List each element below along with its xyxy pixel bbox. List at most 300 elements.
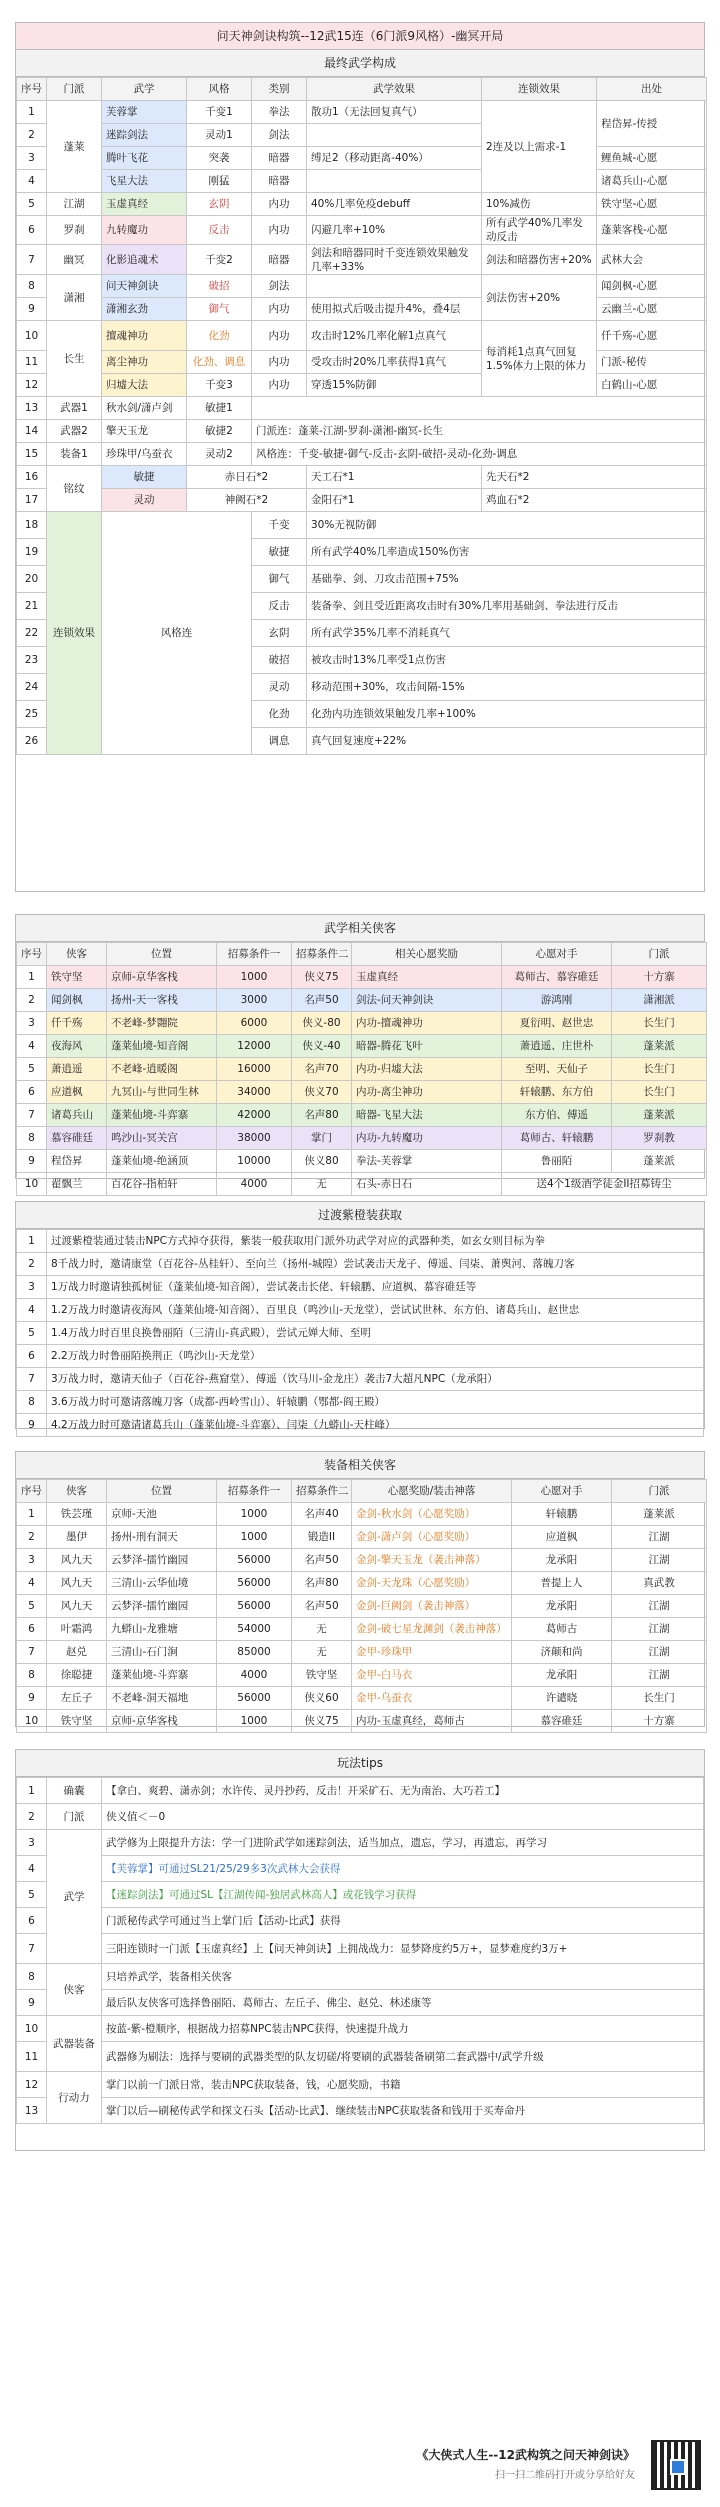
build-row [17, 298, 707, 321]
gear-sect: 十方寨 [612, 1710, 707, 1733]
build-trigram-row [17, 489, 707, 512]
tips-text: 掌门以前一门派日常，装击NPC获取装备，钱，心愿奖励，书籍 [102, 2072, 704, 2098]
npc-gear-row [17, 1710, 707, 1733]
build-chain-row [17, 512, 707, 539]
tips-category: 侠客 [47, 1964, 102, 2016]
gear-condition-1: 1000 [217, 1503, 292, 1526]
npc-skills-header-cell: 相关心愿奖励 [352, 943, 502, 966]
build-skill: 化影追魂术 [102, 245, 187, 275]
build-skill: 玉虚真经 [102, 193, 187, 216]
npc-row-number: 2 [17, 989, 47, 1012]
build-row-number: 10 [17, 321, 47, 351]
build-chain-style: 破招 [252, 647, 307, 674]
npc-sect: 长生门 [612, 1012, 707, 1035]
npc-condition-2: 侠义-40 [292, 1035, 352, 1058]
build-sect: 幽冥 [47, 245, 102, 275]
build-chain-style: 御气 [252, 566, 307, 593]
tips-text: 只培养武学，装备相关侠客 [102, 1964, 704, 1990]
npc-name: 诸葛兵山 [47, 1104, 107, 1127]
npc-reward: 拳法-芙蓉掌 [352, 1150, 502, 1173]
page [15, 0, 705, 2481]
build-effect [307, 275, 482, 298]
build-row-number: 1 [17, 101, 47, 124]
npc-skills-title: 武学相关侠客 [16, 915, 704, 942]
transfer-title: 过渡紫橙装获取 [16, 1202, 704, 1229]
npc-rival: 东方伯、傅遥 [502, 1104, 612, 1127]
gear-condition-1: 56000 [217, 1595, 292, 1618]
build-row [17, 321, 707, 351]
transfer-row [17, 1299, 704, 1322]
gear-row-number: 3 [17, 1549, 47, 1572]
npc-gear-header-cell: 序号 [17, 1480, 47, 1503]
footer [15, 2440, 705, 2490]
npc-condition-1: 12000 [217, 1035, 292, 1058]
gear-reward: 金剑-潇卢剑（心愿奖励） [352, 1526, 512, 1549]
build-category: 内功 [252, 298, 307, 321]
transfer-row [17, 1253, 704, 1276]
build-extra-label: 装备1 [47, 443, 102, 466]
build-category: 暗器 [252, 245, 307, 275]
build-sect: 罗刹 [47, 216, 102, 245]
tips-text: 武学修为上限提升方法：学一门进阶武学如迷踪剑法，适当加点，遗忘，学习，再遗忘，再学习 [102, 1830, 704, 1856]
npc-sect: 长生门 [612, 1058, 707, 1081]
build-row-number: 6 [17, 216, 47, 245]
npc-name: 仟千殇 [47, 1012, 107, 1035]
npc-rival: 夏衍明、赵世忠 [502, 1012, 612, 1035]
npc-sect: 蓬莱派 [612, 1035, 707, 1058]
tips-row [17, 1882, 704, 1908]
build-row-number: 3 [17, 147, 47, 170]
tips-category: 武器装备 [47, 2016, 102, 2072]
transfer-row-number: 9 [17, 1414, 47, 1437]
gear-rival: 济颠和尚 [512, 1641, 612, 1664]
gear-rival: 应道枫 [512, 1526, 612, 1549]
npc-gear-table [16, 1479, 707, 1733]
tips-row-number: 2 [17, 1804, 47, 1830]
tips-row [17, 1856, 704, 1882]
gear-reward: 金剑-秋水剑（心愿奖励） [352, 1503, 512, 1526]
npc-condition-2: 侠义70 [292, 1081, 352, 1104]
build-category: 暗器 [252, 147, 307, 170]
tips-text: 【迷踪剑法】可通过SL【江湖传闻-独居武林高人】或花钱学习获得 [102, 1882, 704, 1908]
gear-condition-1: 1000 [217, 1526, 292, 1549]
npc-row-number: 7 [17, 1104, 47, 1127]
build-chain-effect: 被攻击时13%几率受1点伤害 [307, 647, 707, 674]
build-extra-note [252, 397, 707, 420]
tips-category: 行动力 [47, 2072, 102, 2124]
npc-skills-header-cell: 招募条件一 [217, 943, 292, 966]
build-style: 破招 [187, 275, 252, 298]
tips-row [17, 2072, 704, 2098]
build-chain: 2连及以上需求-1 [482, 101, 597, 193]
gear-location: 三清山-云华仙境 [107, 1572, 217, 1595]
gear-npc-name: 风九天 [47, 1572, 107, 1595]
build-chain-style-label: 风格连 [102, 512, 252, 755]
build-style: 化劲 [187, 321, 252, 351]
gear-condition-2: 无 [292, 1618, 352, 1641]
build-chain-style: 千变 [252, 512, 307, 539]
build-category: 内功 [252, 374, 307, 397]
build-row-number: 7 [17, 245, 47, 275]
build-source: 门派-秘传 [597, 351, 707, 374]
build-source: 闻剑枫-心愿 [597, 275, 707, 298]
npc-sect: 蓬莱派 [612, 1104, 707, 1127]
npc-skills-row [17, 966, 707, 989]
npc-condition-1: 6000 [217, 1012, 292, 1035]
build-source: 程岱昇-传授 [597, 101, 707, 147]
npc-reward: 内功-擅魂神功 [352, 1012, 502, 1035]
npc-location: 蓬莱仙境-知音阁 [107, 1035, 217, 1058]
tips-row [17, 1908, 704, 1934]
build-category: 内功 [252, 351, 307, 374]
build-style: 灵动1 [187, 124, 252, 147]
gear-location: 九蟒山-龙雅塘 [107, 1618, 217, 1641]
tips-row-number: 6 [17, 1908, 47, 1934]
build-skill: 迷踪剑法 [102, 124, 187, 147]
npc-sect: 蓬莱派 [612, 1150, 707, 1173]
build-skill: 离尘神功 [102, 351, 187, 374]
gear-condition-2: 名声50 [292, 1595, 352, 1618]
tips-row-number: 5 [17, 1882, 47, 1908]
npc-name: 闻剑枫 [47, 989, 107, 1012]
build-row [17, 374, 707, 397]
gear-reward: 内功-玉虚真经，葛师古 [352, 1710, 512, 1733]
build-effect: 缚足2（移动距离-40%） [307, 147, 482, 170]
build-extra-row [17, 443, 707, 466]
npc-skills-header-cell: 心愿对手 [502, 943, 612, 966]
tips-row [17, 1830, 704, 1856]
build-effect: 攻击时12%几率化解1点真气 [307, 321, 482, 351]
build-category: 内功 [252, 216, 307, 245]
build-style: 千变1 [187, 101, 252, 124]
transfer-row [17, 1230, 704, 1253]
npc-gear-header-cell: 招募条件二 [292, 1480, 352, 1503]
build-header-cell: 连锁效果 [482, 78, 597, 101]
npc-skills-row [17, 1104, 707, 1127]
tips-text: 门派秘传武学可通过当上掌门后【活动-比武】获得 [102, 1908, 704, 1934]
gear-condition-2: 名声40 [292, 1503, 352, 1526]
build-extra-label: 武器2 [47, 420, 102, 443]
build-chain: 剑法和暗器伤害+20% [482, 245, 597, 275]
npc-location: 蓬莱仙境-斗弈寨 [107, 1104, 217, 1127]
build-extra-style: 敏捷2 [187, 420, 252, 443]
npc-location: 蓬莱仙境-绝涵顶 [107, 1150, 217, 1173]
transfer-text: 4.2万战力时可邀请诸葛兵山（蓬莱仙境-斗弈寨）、闫柒（九蟒山-天柱峰） [47, 1414, 704, 1437]
npc-row-number: 6 [17, 1081, 47, 1104]
tips-text: 按蓝-紫-橙顺序，根据战力招募NPC装击NPC获得，快速提升战力 [102, 2016, 704, 2042]
gear-sect: 江湖 [612, 1526, 707, 1549]
build-style: 千变3 [187, 374, 252, 397]
npc-condition-1: 10000 [217, 1150, 292, 1173]
gear-sect: 长生门 [612, 1687, 707, 1710]
gear-npc-name: 风九天 [47, 1595, 107, 1618]
build-category: 暗器 [252, 170, 307, 193]
npc-rival: 萧逍遥、庄世朴 [502, 1035, 612, 1058]
npc-rival: 轩辕鹏、东方伯 [502, 1081, 612, 1104]
transfer-row-number: 3 [17, 1276, 47, 1299]
build-sect: 江湖 [47, 193, 102, 216]
build-source: 武林大会 [597, 245, 707, 275]
gear-reward: 金甲-白马衣 [352, 1664, 512, 1687]
build-trigram-name: 敏捷 [102, 466, 187, 489]
build-skill: 擅魂神功 [102, 321, 187, 351]
npc-location: 京师-京华客栈 [107, 966, 217, 989]
build-row-number: 12 [17, 374, 47, 397]
build-source: 云幽兰-心愿 [597, 298, 707, 321]
build-row-number: 11 [17, 351, 47, 374]
build-row-number: 18 [17, 512, 47, 539]
build-trigram-label: 铭纹 [47, 466, 102, 512]
build-row-number: 16 [17, 466, 47, 489]
gear-sect: 江湖 [612, 1595, 707, 1618]
build-chain: 每消耗1点真气回复1.5%体力上限的体力 [482, 321, 597, 397]
tips-row [17, 1804, 704, 1830]
build-chain-effect: 基础拳、剑、刀攻击范围+75% [307, 566, 707, 593]
build-row-number: 15 [17, 443, 47, 466]
npc-skills-table [16, 942, 707, 1196]
npc-condition-2: 名声70 [292, 1058, 352, 1081]
build-row-number: 4 [17, 170, 47, 193]
build-skill: 腾叶飞花 [102, 147, 187, 170]
gear-row-number: 4 [17, 1572, 47, 1595]
build-category: 剑法 [252, 275, 307, 298]
gear-rival: 轩辕鹏 [512, 1503, 612, 1526]
tips-row-number: 7 [17, 1934, 47, 1964]
transfer-text: 3万战力时，邀请天仙子（百花谷-燕窟堂）、傅遥（饮马川-金龙庄）袭击7大超凡NPC（龙承阳） [47, 1368, 704, 1391]
gear-condition-2: 无 [292, 1641, 352, 1664]
build-style: 刚猛 [187, 170, 252, 193]
tips-row-number: 10 [17, 2016, 47, 2042]
transfer-row-number: 4 [17, 1299, 47, 1322]
tips-row-number: 1 [17, 1778, 47, 1804]
transfer-text: 8千战力时，邀请康堂（百花谷-丛桂轩）、至向兰（扬州-城隍）尝试袭击天龙子、傅遥、闫柒、萧舆河、落魄刀客 [47, 1253, 704, 1276]
build-category: 剑法 [252, 124, 307, 147]
npc-row-number: 4 [17, 1035, 47, 1058]
gear-condition-2: 锻造II [292, 1526, 352, 1549]
npc-name: 铁守坚 [47, 966, 107, 989]
npc-name: 应道枫 [47, 1081, 107, 1104]
build-extra-style: 敏捷1 [187, 397, 252, 420]
build-header-cell: 武学 [102, 78, 187, 101]
npc-condition-2: 名声80 [292, 1104, 352, 1127]
gear-rival: 龙承阳 [512, 1664, 612, 1687]
tips-row [17, 2098, 704, 2124]
npc-gear-header-cell: 门派 [612, 1480, 707, 1503]
npc-skills-row [17, 1058, 707, 1081]
transfer-text: 过渡紫橙装通过装击NPC方式掉夺获得，紫装一般获取用门派外功武学对应的武器种类，如玄女则目标为拳 [47, 1230, 704, 1253]
gear-reward: 金剑-破七星龙渊剑（袭击神落） [352, 1618, 512, 1641]
npc-row-number: 3 [17, 1012, 47, 1035]
npc-rival: 葛师古、慕容碓廷 [502, 966, 612, 989]
build-row-number: 17 [17, 489, 47, 512]
tips-text: 三阳连锁时一门派【玉虚真经】上【问天神剑诀】上拥战战力：显梦降度约5万+，显梦难度约3万+ [102, 1934, 704, 1964]
npc-sect: 长生门 [612, 1081, 707, 1104]
npc-condition-2: 无 [292, 1173, 352, 1196]
build-style: 化劲、调息 [187, 351, 252, 374]
build-chain-style: 反击 [252, 593, 307, 620]
build-chain-style: 玄阴 [252, 620, 307, 647]
build-effect: 40%几率免疫debuff [307, 193, 482, 216]
npc-reward: 剑法-问天神剑诀 [352, 989, 502, 1012]
npc-gear-header-cell: 心愿对手 [512, 1480, 612, 1503]
build-trigram-a: 赤日石*2 [187, 466, 307, 489]
build-effect: 穿透15%防御 [307, 374, 482, 397]
build-trigram-name: 灵动 [102, 489, 187, 512]
gear-row-number: 8 [17, 1664, 47, 1687]
npc-location: 扬州-天一客栈 [107, 989, 217, 1012]
npc-sect: 潇湘派 [612, 989, 707, 1012]
build-category: 内功 [252, 321, 307, 351]
npc-gear-section [15, 1451, 705, 1727]
build-style: 玄阴 [187, 193, 252, 216]
build-header-cell: 类别 [252, 78, 307, 101]
build-row [17, 101, 707, 124]
npc-skills-row [17, 1081, 707, 1104]
build-header-cell: 武学效果 [307, 78, 482, 101]
npc-condition-2: 名声50 [292, 989, 352, 1012]
tips-row [17, 1778, 704, 1804]
gear-location: 京师-天池 [107, 1503, 217, 1526]
tips-row [17, 1934, 704, 1964]
build-chain-effect: 30%无视防御 [307, 512, 707, 539]
gear-rival: 许谴晓 [512, 1687, 612, 1710]
npc-condition-2: 侠义75 [292, 966, 352, 989]
build-row [17, 275, 707, 298]
gear-location: 京师-京华客栈 [107, 1710, 217, 1733]
npc-row-number: 8 [17, 1127, 47, 1150]
transfer-row [17, 1414, 704, 1437]
transfer-row-number: 8 [17, 1391, 47, 1414]
build-chain: 10%减伤 [482, 193, 597, 216]
npc-skills-header-cell: 侠客 [47, 943, 107, 966]
build-style: 反击 [187, 216, 252, 245]
transfer-row-number: 5 [17, 1322, 47, 1345]
npc-row10-note: 送4个1级酒学徒金II招募铸尘 [502, 1173, 707, 1196]
gear-reward: 金剑-擎天玉龙（袭击神落） [352, 1549, 512, 1572]
transfer-row [17, 1368, 704, 1391]
gear-location: 扬州-刑有洞天 [107, 1526, 217, 1549]
npc-skills-row [17, 1127, 707, 1150]
gear-row-number: 10 [17, 1710, 47, 1733]
npc-row-number: 10 [17, 1173, 47, 1196]
gear-location: 三清山-石门涧 [107, 1641, 217, 1664]
build-source: 鲤鱼城-心愿 [597, 147, 707, 170]
page-title: 问天神剑诀构筑--12武15连（6门派9风格）-幽冥开局 [16, 23, 704, 50]
npc-skills-section [15, 914, 705, 1190]
gear-location: 蓬莱仙境-斗弈寨 [107, 1664, 217, 1687]
tips-section [15, 1749, 705, 2151]
tips-text: 掌门以后—刷秘传武学和探文石头【活动-比武】、继续装击NPC获取装备和钱用于买寿命丹 [102, 2098, 704, 2124]
transfer-row [17, 1345, 704, 1368]
build-category: 内功 [252, 193, 307, 216]
npc-skills-row [17, 1173, 707, 1196]
gear-row-number: 5 [17, 1595, 47, 1618]
build-row-number: 26 [17, 728, 47, 755]
build-row [17, 351, 707, 374]
npc-location: 不老峰-逍暖阁 [107, 1058, 217, 1081]
gear-rival: 龙承阳 [512, 1595, 612, 1618]
gear-location: 云梦泽-擂竹幽园 [107, 1549, 217, 1572]
npc-rival: 葛师古、轩辕鹏 [502, 1127, 612, 1150]
build-skill: 飞星大法 [102, 170, 187, 193]
npc-skills-header-cell: 门派 [612, 943, 707, 966]
build-source: 白鹤山-心愿 [597, 374, 707, 397]
tips-row-number: 8 [17, 1964, 47, 1990]
gear-npc-name: 墨伊 [47, 1526, 107, 1549]
transfer-text: 1.4万战力时百里良换鲁丽陌（三清山-真武殿），尝试元婵大师、至明 [47, 1322, 704, 1345]
build-trigram-c: 鸡血石*2 [482, 489, 707, 512]
build-source: 铁守坚-心愿 [597, 193, 707, 216]
build-row-number: 9 [17, 298, 47, 321]
build-header-cell: 门派 [47, 78, 102, 101]
npc-condition-2: 侠义80 [292, 1150, 352, 1173]
npc-name: 萧逍遥 [47, 1058, 107, 1081]
tips-category: 门派 [47, 1804, 102, 1830]
npc-skills-header-cell: 位置 [107, 943, 217, 966]
build-source: 仟千殇-心愿 [597, 321, 707, 351]
gear-npc-name: 叶霜鸿 [47, 1618, 107, 1641]
gear-sect: 江湖 [612, 1641, 707, 1664]
build-header-cell: 风格 [187, 78, 252, 101]
npc-row-number: 1 [17, 966, 47, 989]
gear-row-number: 9 [17, 1687, 47, 1710]
gear-location: 不老峰-洞天福地 [107, 1687, 217, 1710]
npc-skills-row [17, 1035, 707, 1058]
build-skill: 芙蓉掌 [102, 101, 187, 124]
npc-skills-header-cell: 序号 [17, 943, 47, 966]
npc-skills-header-row [17, 943, 707, 966]
npc-gear-header-cell: 侠客 [47, 1480, 107, 1503]
build-extra-note: 风格连：千变-敏捷-御气-反击-玄阴-破招-灵动-化劲-调息 [252, 443, 707, 466]
npc-reward: 内功-归墟大法 [352, 1058, 502, 1081]
npc-reward: 石头-赤日石 [352, 1173, 502, 1196]
npc-reward: 内功-离尘神功 [352, 1081, 502, 1104]
gear-condition-2: 名声50 [292, 1549, 352, 1572]
tips-title: 玩法tips [16, 1750, 704, 1777]
npc-condition-1: 16000 [217, 1058, 292, 1081]
npc-gear-header-cell: 心愿奖励/装击神落 [352, 1480, 512, 1503]
build-row-number: 22 [17, 620, 47, 647]
npc-skills-row [17, 1012, 707, 1035]
build-style: 御气 [187, 298, 252, 321]
build-style: 突袭 [187, 147, 252, 170]
transfer-section [15, 1201, 705, 1429]
build-extra-item: 珍珠甲/乌蚕衣 [102, 443, 187, 466]
npc-location: 百花谷-指柏轩 [107, 1173, 217, 1196]
build-header-row [17, 78, 707, 101]
build-extra-style: 灵动2 [187, 443, 252, 466]
gear-reward: 金剑-天龙珠（心愿奖励） [352, 1572, 512, 1595]
gear-row-number: 1 [17, 1503, 47, 1526]
build-extra-item: 秋水剑/潇卢剑 [102, 397, 187, 420]
gear-condition-1: 56000 [217, 1687, 292, 1710]
npc-skills-row [17, 1150, 707, 1173]
build-skill: 归墟大法 [102, 374, 187, 397]
build-row-number: 19 [17, 539, 47, 566]
gear-location: 云梦泽-擂竹幽园 [107, 1595, 217, 1618]
npc-name: 程岱昇 [47, 1150, 107, 1173]
gear-sect: 江湖 [612, 1618, 707, 1641]
qr-code-icon[interactable] [651, 2440, 701, 2490]
gear-condition-1: 54000 [217, 1618, 292, 1641]
build-extra-label: 武器1 [47, 397, 102, 420]
npc-name: 慕容碓廷 [47, 1127, 107, 1150]
build-chain-effect: 所有武学40%几率造成150%伤害 [307, 539, 707, 566]
build-chain: 剑法伤害+20% [482, 275, 597, 321]
transfer-text: 1万战力时邀请独孤树征（蓬莱仙境-知音阁），尝试袭击长佬、轩辕鹏、应道枫、慕容碓廷等 [47, 1276, 704, 1299]
build-row-number: 8 [17, 275, 47, 298]
build-trigram-c: 先天石*2 [482, 466, 707, 489]
